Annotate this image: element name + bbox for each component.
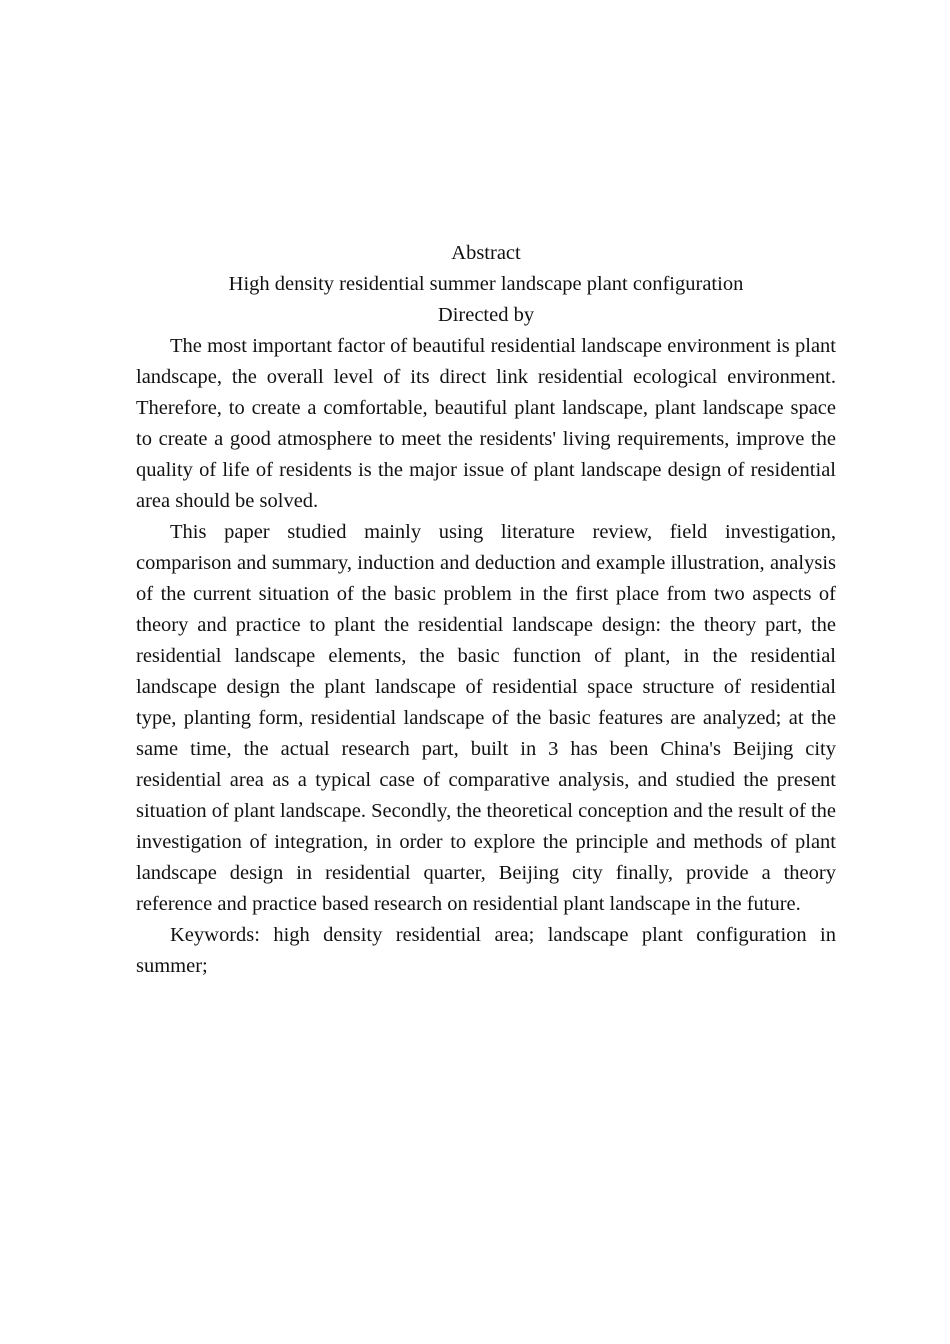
abstract-paragraph-1: The most important factor of beautiful residential landscape environment is plant landscape, the overall level of its direct link residential ecological environment. Therefore, to create a comfortable, beautiful plant landscape, plant landscape space to create a good atmosphere to meet the residents' living requirements, improve the quality of life of residents is the major issue of plant landscape design of residential area should be solved. [136,335,836,512]
directed-by: Directed by [437,304,535,326]
abstract-heading: Abstract [451,242,521,264]
abstract-section [136,238,836,982]
keywords: Keywords: high density residential area; landscape plant configuration in summer; [136,924,836,977]
thesis-title: High density residential summer landscape plant configuration [228,273,744,295]
abstract-paragraph-2: This paper studied mainly using literature review, field investigation, comparison and summary, induction and deduction and example illustration, analysis of the current situation of the basic problem in the first place from two aspects of theory and practice to plant the residential landscape design: the theory part, the residential landscape elements, the basic function of plant, in the residential landscape design the plant landscape of residential space structure of residential type, planting form, residential landscape of the basic features are analyzed; at the same time, the actual research part, built in 3 has been China's Beijing city residential area as a typical case of comparative analysis, and studied the present situation of plant landscape. Secondly, the theoretical conception and the result of the investigation of integration, in order to explore the principle and methods of plant landscape design in residential quarter, Beijing city finally, provide a theory reference and practice based research on residential plant landscape in the future. [136,521,837,915]
